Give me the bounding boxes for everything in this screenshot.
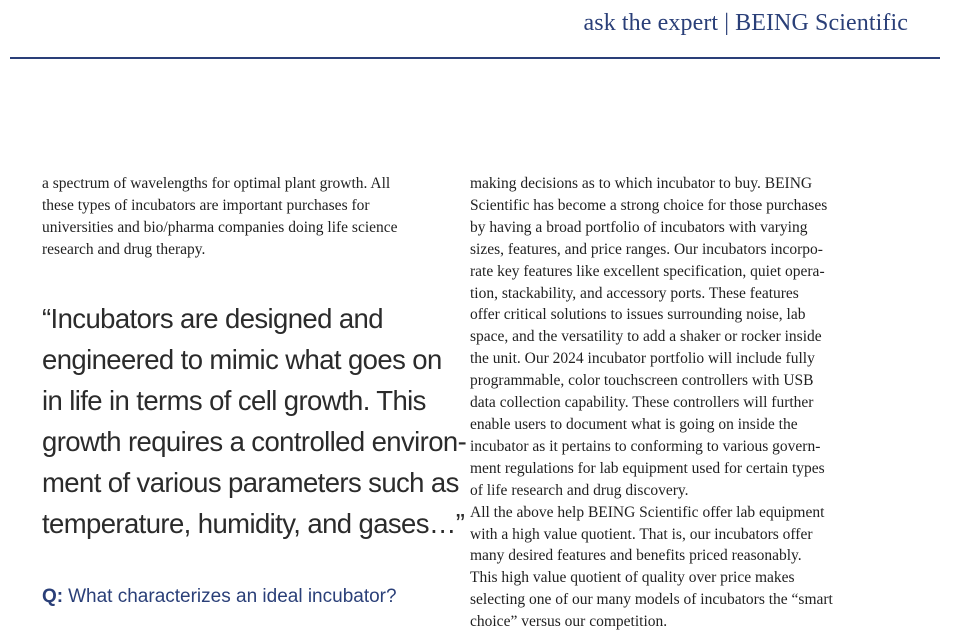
quote-line: “Incubators are designed and: [42, 303, 383, 334]
paragraph-line: Scientific has become a strong choice for those purchases: [470, 196, 828, 214]
quote-line: growth requires a controlled environ-: [42, 426, 467, 457]
paragraph-line: programmable, color touchscreen controllers with USB: [470, 372, 814, 390]
paragraph-line: All the above help BEING Scientific offer lab equipment: [470, 503, 825, 521]
header-separator: |: [724, 10, 730, 36]
question-heading: [42, 586, 397, 608]
paragraph-line: research and drug therapy.: [42, 240, 206, 258]
paragraph-line: offer critical solutions to issues surrounding noise, lab: [470, 306, 806, 324]
paragraph-line: choice” versus our competition.: [470, 613, 668, 631]
paragraph-line: with a high value quotient. That is, our incubators offer: [470, 525, 813, 543]
left-column-text: [42, 173, 447, 261]
question-label: Q:: [42, 586, 64, 607]
paragraph-line: sizes, features, and price ranges. Our incubators incorpo-: [470, 240, 823, 258]
paragraph-line: rate key features like excellent specification, quiet opera-: [470, 262, 825, 280]
paragraph-line: by having a broad portfolio of incubators with varying: [470, 218, 808, 236]
paragraph-line: ment regulations for lab equipment used for certain types: [470, 459, 825, 477]
paragraph-line: selecting one of our many models of incubators the “smart: [470, 591, 833, 609]
paragraph-line: data collection capability. These controllers will further: [470, 394, 814, 412]
quote-line: engineered to mimic what goes on: [42, 344, 442, 375]
paragraph-line: the unit. Our 2024 incubator portfolio will include fully: [470, 350, 815, 368]
section-title: ask the expert: [583, 10, 719, 36]
paragraph-line: space, and the versatility to add a shaker or rocker inside: [470, 328, 822, 346]
paragraph-line: universities and bio/pharma companies doing life science: [42, 218, 398, 236]
quote-line: in life in terms of cell growth. This: [42, 385, 426, 416]
brand-name: BEING Scientific: [735, 10, 908, 36]
paragraph-line: of life research and drug discovery.: [470, 481, 689, 499]
paragraph-line: a spectrum of wavelengths for optimal plant growth. All: [42, 175, 391, 192]
paragraph-line: many desired features and benefits priced reasonably.: [470, 547, 802, 565]
paragraph-line: This high value quotient of quality over price makes: [470, 569, 795, 587]
page-header: [584, 10, 909, 37]
quote-line: temperature, humidity, and gases…”: [42, 508, 465, 539]
paragraph-line: enable users to document what is going on inside the: [470, 415, 798, 433]
right-column-text: [470, 173, 890, 633]
quote-line: ment of various parameters such as: [42, 467, 459, 498]
question-text: What characterizes an ideal incubator?: [68, 586, 397, 607]
paragraph-line: these types of incubators are important purchases for: [42, 196, 370, 214]
paragraph-line: incubator as it pertains to conforming to various govern-: [470, 437, 821, 455]
header-rule: [10, 57, 940, 59]
paragraph-line: making decisions as to which incubator to buy. BEING: [470, 175, 813, 192]
paragraph-line: tion, stackability, and accessory ports. These features: [470, 284, 799, 302]
pull-quote: [42, 298, 467, 544]
